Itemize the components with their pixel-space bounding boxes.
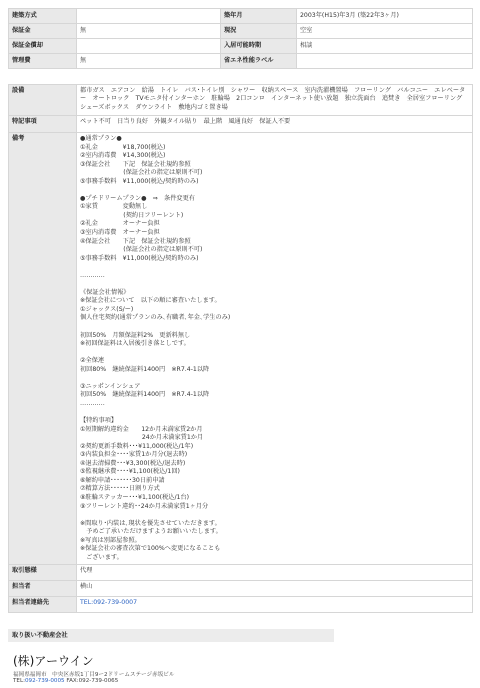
company-fax: FAX:092-739-0065 — [66, 678, 119, 684]
management-fee-label: 管理費 — [9, 54, 77, 69]
deposit-amortization-value — [77, 39, 221, 54]
company-phone-row — [13, 678, 118, 684]
company-address: 福岡県福岡市 中央区赤坂1丁目9ー2ドリームステージ赤坂ビル — [13, 672, 175, 678]
company-tel-link[interactable]: 092-739-0005 — [24, 678, 65, 684]
features-value: ペット不可 日当り良好 外観タイル貼り 最上階 風通良好 保証人不要 — [77, 116, 473, 133]
facilities-label: 設備 — [9, 85, 77, 116]
table-row — [9, 9, 473, 24]
energy-label-label: 省エネ性能ラベル — [221, 54, 297, 69]
remarks-text: ●通常プラン● ①礼金 ¥18,700(税込) ②室内消毒費 ¥14,300(税込) ③保証会社 下記 保証会社規約参照 (保証会社の指定は原則不可) ⑤事務手数料 ¥11,000(税込/契約時のみ) ●プチドリームプラン● ⇒ 条件変更有 ①家賃 変動無し (契約日フリーレント) ②礼金 オーナー負担 ③室内消毒費 オーナー負担 ④保証会社 下記 保証会社規約参照 (保証会社の指定は原則不可) ⑤事務手数料 ¥11,000(税込/契約時のみ) ………… 《保証会社情報》 ※保証会社について 以下の順に審査いたします。 ①ジャックス(S/ー) 個人住宅契約(通常プランのみ､有職者､年金､学生のみ) 初回50% 月額保証料2% 更新料無し ※初回保証料は入居後引き落としです。 ②全保連 初回80% 継続保証料1400円 ※R7.4-1以降 ③ニッポンインシュア 初回50% 継続保証料1400円 ※R7.4-1以降 ………… 【特約事項】 ①短期解約違約金 12か月未満家賃2か月 24か月未満家賃1か月 ②契約更新手数料･･･¥11,000(税込/1年) ③内装負担金････家賃1か月分(退去時) ④退去清掃費･･･¥3,300(税込/退去時) ⑤監視継承費････¥1,100(税込/1回) ⑥解約申請･･･････30日前申請 ⑦精算方法･･････日割り方式 ⑧駐輪ステッカー･･･¥1,100(税込/1台) ⑨フリーレント違約･･24か月未満家賃1ヶ月分 ※間取り･内装は､現状を優先させていただきます。 予めご了承いただけますようお願いいたします。 ※写真は別部屋参照。 ※保証会社の審査次第で100%へ変更になることも ございます。 — [80, 135, 231, 561]
facilities-value: 都市ガス エアコン 給湯 トイレ バス･トイレ別 シャワー 収納スペース 室内洗濯機置場 フローリング バルコニー エレベーター オートロック TVモニタ付インターホン 駐輪場 2口コンロ インターネット使い放題 独立洗面台 追焚き 全居室フローリング シューズボックス ダウンライト 敷地内ゴミ置き場 — [77, 85, 473, 116]
company-tel-label: TEL: — [13, 678, 25, 684]
deposit-value: 無 — [77, 24, 221, 39]
staff-phone-link[interactable]: TEL:092-739-0007 — [80, 599, 138, 607]
trade-type-value: 代理 — [77, 565, 473, 581]
company-name: (株)アーウイン — [13, 654, 94, 668]
table-row — [9, 85, 473, 116]
table-row — [9, 24, 473, 39]
staff-value: 横山 — [77, 581, 473, 597]
table-row — [9, 54, 473, 69]
table-row — [9, 39, 473, 54]
move-in-value: 相談 — [297, 39, 473, 54]
features-label: 特記事項 — [9, 116, 77, 133]
deposit-amortization-label: 保証金償却 — [9, 39, 77, 54]
status-label: 現況 — [221, 24, 297, 39]
table-row — [9, 116, 473, 133]
staff-label: 担当者 — [9, 581, 77, 597]
move-in-label: 入居可能時期 — [221, 39, 297, 54]
energy-label-value — [297, 54, 473, 69]
table-row — [9, 597, 473, 613]
structure-value — [77, 9, 221, 24]
status-value: 空室 — [297, 24, 473, 39]
table-row — [9, 581, 473, 597]
structure-label: 建築方式 — [9, 9, 77, 24]
staff-contact-value — [77, 597, 473, 613]
summary-table — [8, 8, 473, 69]
staff-contact-label: 担当者連絡先 — [9, 597, 77, 613]
deposit-label: 保証金 — [9, 24, 77, 39]
management-fee-value: 無 — [77, 54, 221, 69]
remarks-label: 備考 — [9, 133, 77, 565]
trade-type-label: 取引態様 — [9, 565, 77, 581]
table-row — [9, 133, 473, 565]
built-date-label: 築年月 — [221, 9, 297, 24]
remarks-value — [77, 133, 473, 565]
company-section-heading: 取り扱い不動産会社 — [8, 629, 334, 642]
details-table — [8, 84, 473, 613]
built-date-value: 2003年(H15)年3月 (築22年3ヶ月) — [297, 9, 473, 24]
table-row — [9, 565, 473, 581]
